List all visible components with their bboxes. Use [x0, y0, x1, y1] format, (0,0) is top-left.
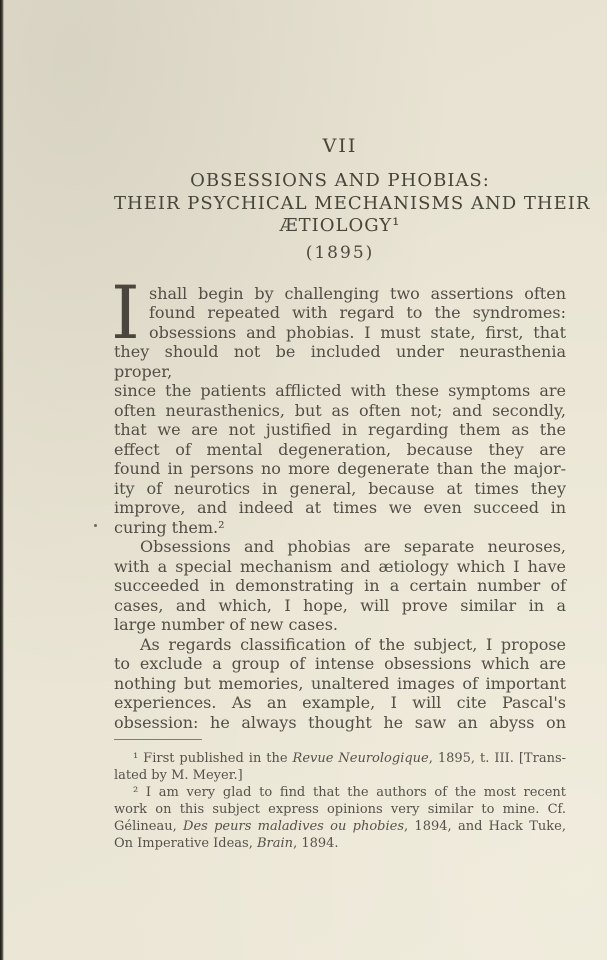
chapter-number: VII — [322, 135, 358, 157]
paragraph — [114, 537, 566, 635]
publication-year: (1895) — [305, 242, 375, 263]
body-text — [111, 270, 566, 733]
body-line: As regards classification of the subject, I propose — [140, 634, 566, 654]
body-line: nothing but memories, unaltered images of important — [114, 673, 566, 693]
page-title — [114, 170, 591, 238]
body-line: large number of new cases. — [114, 615, 338, 634]
footnote-line: On Imperative Ideas, Brain, 1894. — [114, 836, 339, 851]
drop-cap: I — [111, 270, 140, 356]
body-line: that we are not justified in regarding them as the — [114, 420, 566, 439]
footnote-line: work on this subject express opinions very similar to mine. Cf. — [114, 802, 566, 817]
ink-speck — [94, 524, 97, 527]
body-line: shall begin by challenging two assertions often — [149, 283, 566, 303]
page-title-line: OBSESSIONS AND PHOBIAS: — [190, 170, 490, 191]
body-line: curing them.² — [114, 517, 225, 537]
body-line: ity of neurotics in general, because at times they — [114, 478, 566, 498]
scan-edge-shadow — [0, 0, 4, 960]
page-title-line: ÆTIOLOGY¹ — [279, 215, 401, 236]
body-line: cases, and which, I hope, will prove similar in a — [114, 595, 566, 615]
body-line: found repeated with regard to the syndromes: — [149, 303, 566, 322]
body-line: Obsessions and phobias are separate neuroses, — [140, 537, 566, 556]
body-line: improve, and indeed at times we even succeed in — [114, 498, 566, 517]
body-line: since the patients afflicted with these symptoms are — [114, 381, 566, 400]
body-line: obsessions and phobias. I must state, first, that — [149, 322, 566, 342]
body-line: found in persons no more degenerate than the major- — [114, 459, 566, 478]
paragraph — [111, 270, 566, 538]
footnote-line: ² I am very glad to find that the authors of the most recent — [133, 785, 566, 800]
footnote-divider — [114, 739, 202, 740]
body-line: they should not be included under neurasthenia proper, — [114, 342, 566, 381]
page-content — [111, 0, 591, 852]
footnote-line: Gélineau, Des peurs maladives ou phobies, 1894, and Hack Tuke, — [114, 819, 566, 834]
body-line: often neurasthenics, but as often not; and secondly, — [114, 400, 566, 420]
body-line: experiences. As an example, I will cite Pascal's — [114, 693, 566, 712]
page-title-line: THEIR PSYCHICAL MECHANISMS AND THEIR — [114, 192, 591, 214]
body-line: with a special mechanism and ætiology which I have — [114, 556, 566, 576]
paragraph — [114, 635, 566, 733]
body-line: obsession: he always thought he saw an abyss on — [114, 712, 566, 732]
footnote-line: ¹ First published in the Revue Neurologique, 1895, t. III. [Trans- — [133, 751, 567, 766]
footnotes — [114, 750, 566, 852]
body-line: effect of mental degeneration, because they are — [114, 439, 566, 459]
body-line: succeeded in demonstrating in a certain number of — [114, 576, 566, 595]
body-line: to exclude a group of intense obsessions which are — [114, 654, 566, 673]
footnote-line: lated by M. Meyer.] — [114, 768, 243, 783]
